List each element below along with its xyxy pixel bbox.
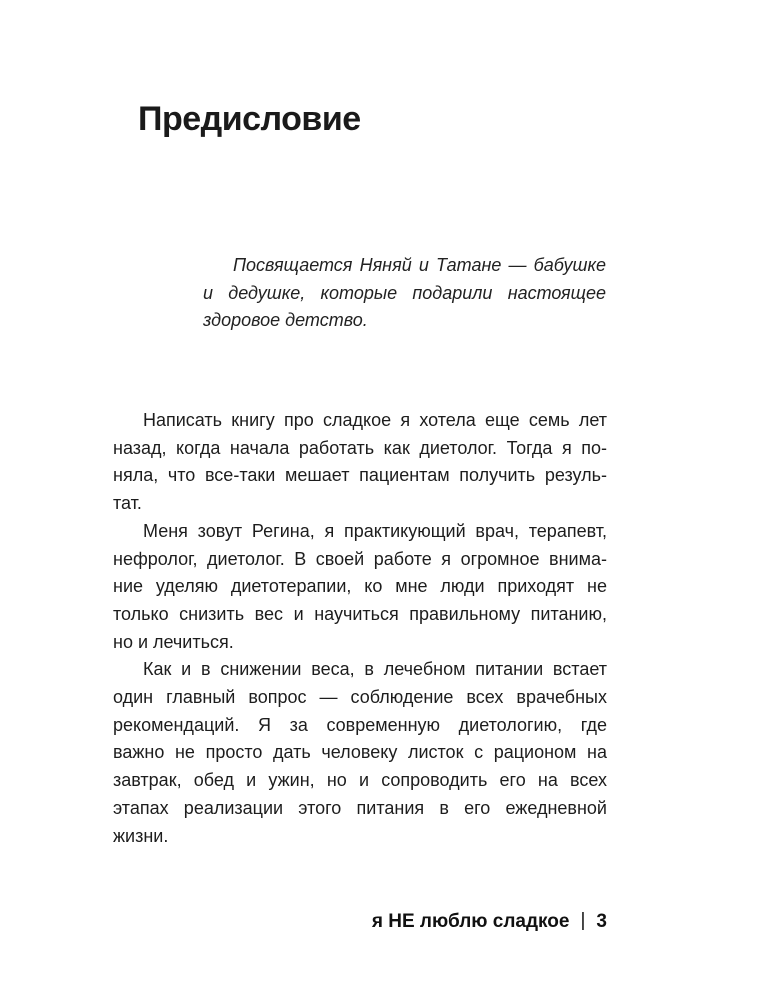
body-line: Как и в снижении веса, в лечебном питании встает (143, 659, 607, 680)
body-line: только снизить вес и научиться правильному питанию, (113, 603, 607, 624)
page-number: 3 (596, 911, 607, 932)
body-line: ние уделяю диетотерапии, ко мне люди приходят не (113, 576, 607, 597)
body-line: один главный вопрос — соблюдение всех врачебных (113, 687, 607, 708)
body-line: рекомендаций. Я за современную диетологию, где (113, 714, 607, 735)
body-line: няла, что все-таки мешает пациентам получить резуль- (113, 465, 607, 486)
body-line: завтрак, обед и ужин, но и сопроводить его на всех (113, 770, 607, 791)
dedication-line: и дедушке, которые подарили настоящее (203, 282, 606, 303)
body-line: но и лечиться. (113, 631, 234, 652)
body-line: важно не просто дать человеку листок с рационом на (113, 742, 607, 763)
body-text (113, 407, 607, 850)
dedication-line: Посвящается Няняй и Татане — бабушке (233, 255, 606, 275)
dedication-line: здоровое детство. (203, 310, 368, 330)
chapter-title: Предисловие (138, 100, 361, 138)
body-line: тат. (113, 493, 142, 514)
body-line: Написать книгу про сладкое я хотела еще семь лет (143, 410, 607, 430)
body-line: Меня зовут Регина, я практикующий врач, терапевт, (143, 520, 607, 541)
footer-separator: | (580, 910, 586, 931)
body-line: жизни. (113, 825, 169, 846)
body-line: нефролог, диетолог. В своей работе я огромное внима- (113, 548, 607, 569)
body-line: назад, когда начала работать как диетолог. Тогда я по- (113, 437, 607, 458)
running-title: я НЕ люблю сладкое (371, 911, 570, 932)
dedication (203, 252, 606, 335)
page-footer (372, 911, 607, 933)
body-line: этапах реализации этого питания в его ежедневной (113, 797, 607, 818)
